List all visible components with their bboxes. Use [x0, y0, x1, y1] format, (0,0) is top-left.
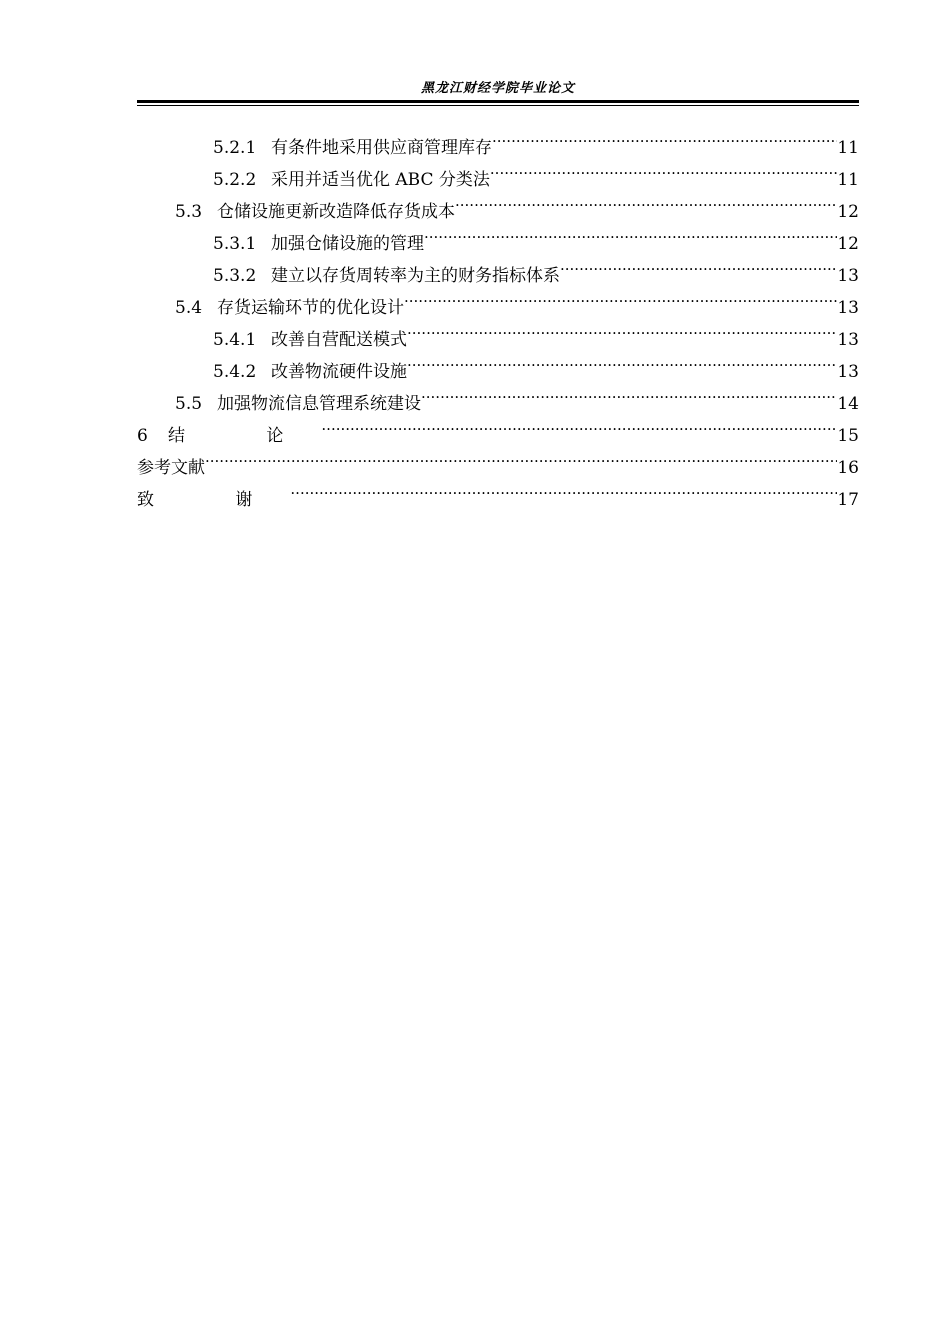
toc-entry-page: 13	[837, 266, 859, 286]
header-rule-thin	[137, 105, 859, 106]
toc-entry-page: 13	[837, 330, 859, 350]
toc-entry-title: 采用并适当优化 ABC 分类法	[271, 170, 490, 190]
toc-entry-title: 有条件地采用供应商管理库存	[271, 138, 492, 158]
toc-entry-page: 17	[837, 490, 859, 510]
toc-entry-page: 14	[837, 394, 859, 414]
toc-entry-page: 12	[837, 234, 859, 254]
toc-dot-leader	[290, 473, 837, 505]
toc-entry-page: 12	[837, 202, 859, 222]
toc-dot-leader	[424, 217, 837, 249]
toc-entry-title: 仓储设施更新改造降低存货成本	[217, 202, 455, 222]
toc-entry-page: 11	[837, 170, 859, 190]
toc-dot-leader	[205, 441, 837, 473]
toc-dot-leader	[492, 121, 837, 153]
toc-entry-number: 5.3.2	[213, 266, 257, 286]
header-title: 黑龙江财经学院毕业论文	[420, 81, 575, 96]
toc-entry-title: 结 论	[168, 426, 322, 446]
toc-entry-number: 5.5	[175, 394, 203, 414]
toc-dot-leader	[404, 281, 837, 313]
toc-entry-number: 6	[137, 426, 148, 446]
toc-entry-page: 13	[837, 362, 859, 382]
toc-entry[interactable]	[137, 121, 859, 158]
toc-entry-references[interactable]	[137, 441, 859, 478]
toc-entry-title: 改善自营配送模式	[271, 330, 407, 350]
header-rule-thick	[137, 100, 859, 103]
toc-entry-number: 5.4.1	[213, 330, 257, 350]
toc-entry-number: 5.4	[175, 298, 203, 318]
toc-entry-page: 15	[837, 426, 859, 446]
toc-entry-page: 16	[837, 458, 859, 478]
toc-entry-number: 5.2.2	[213, 170, 257, 190]
toc-entry-title: 存货运输环节的优化设计	[217, 298, 404, 318]
table-of-contents	[137, 121, 859, 510]
toc-dot-leader	[321, 409, 837, 441]
toc-dot-leader	[455, 185, 837, 217]
toc-dot-leader	[560, 249, 837, 281]
toc-entry-title: 加强物流信息管理系统建设	[217, 394, 421, 414]
toc-entry-number: 5.3	[175, 202, 203, 222]
toc-entry-number: 5.4.2	[213, 362, 257, 382]
toc-entry-number: 5.3.1	[213, 234, 257, 254]
toc-entry-page: 13	[837, 298, 859, 318]
toc-entry-title: 致 谢	[137, 490, 291, 510]
toc-entry-title: 建立以存货周转率为主的财务指标体系	[271, 266, 560, 286]
toc-dot-leader	[407, 345, 837, 377]
toc-dot-leader	[421, 377, 837, 409]
toc-entry-page: 11	[837, 138, 859, 158]
page-header	[137, 80, 859, 106]
toc-entry-title: 加强仓储设施的管理	[271, 234, 424, 254]
toc-entry-acknowledgements[interactable]	[137, 473, 859, 510]
toc-dot-leader	[490, 153, 837, 185]
toc-entry-number: 5.2.1	[213, 138, 257, 158]
toc-dot-leader	[407, 313, 837, 345]
toc-entry-title: 参考文献	[137, 458, 205, 478]
toc-entry-title: 改善物流硬件设施	[271, 362, 407, 382]
